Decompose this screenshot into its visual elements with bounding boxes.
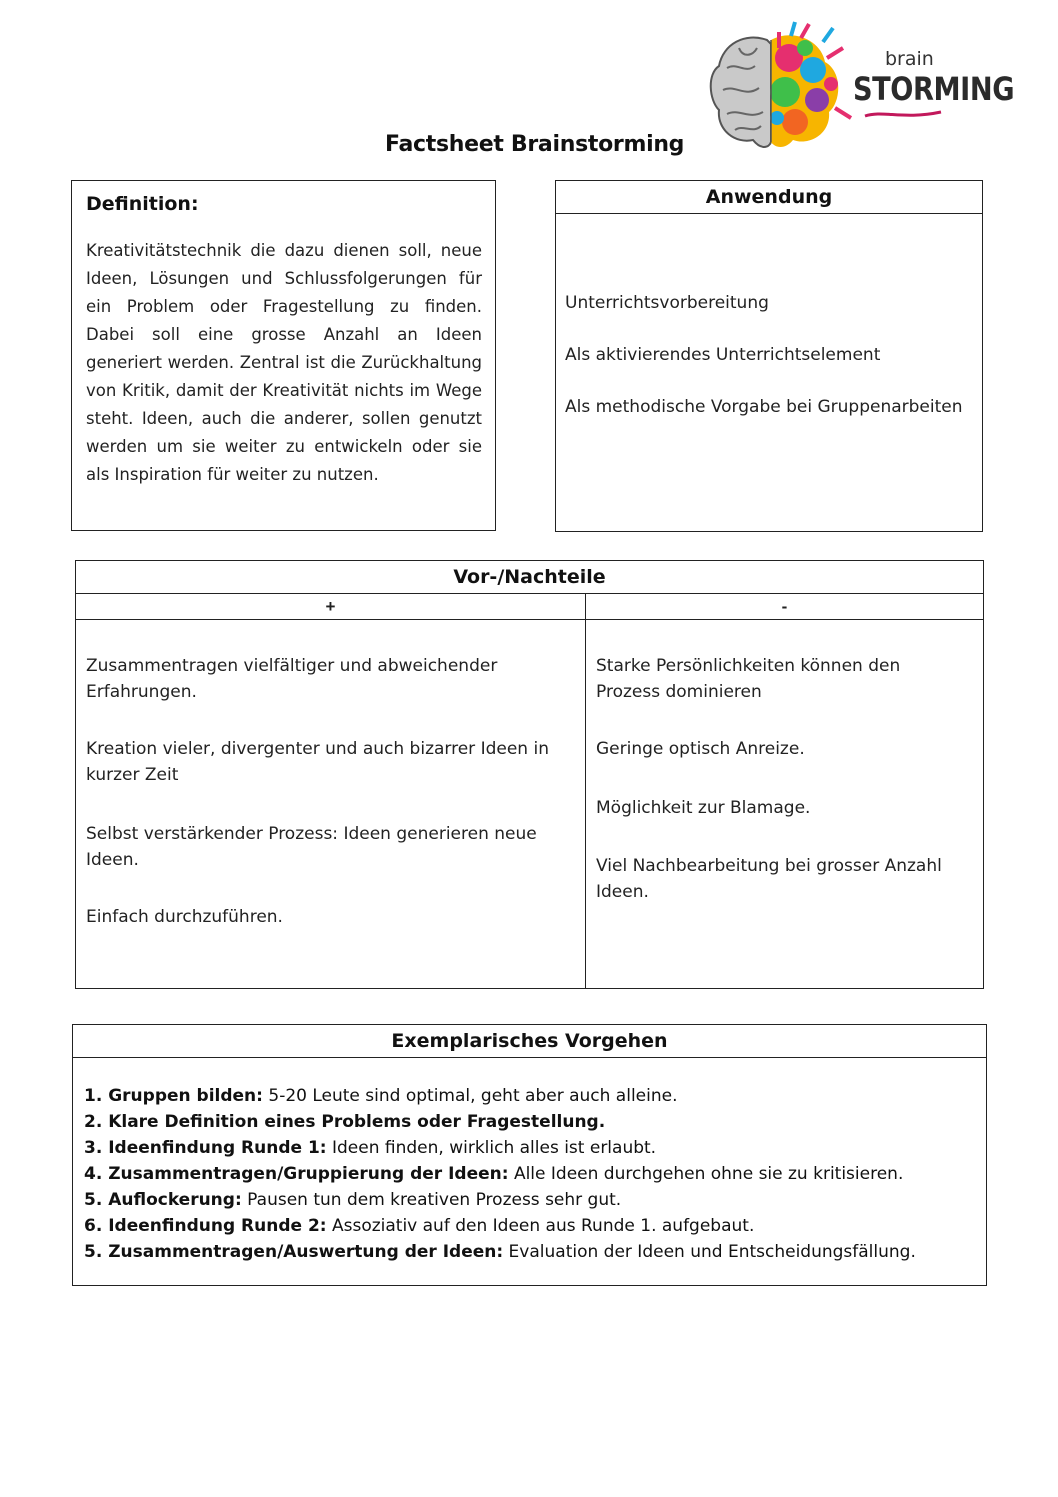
con-item: Viel Nachbearbeitung bei grosser Anzahl Ideen. (596, 856, 942, 902)
step-label: 5. Auflockerung: (84, 1190, 242, 1210)
page-title: Factsheet Brainstorming (385, 132, 685, 157)
vor-nachteile-table (75, 560, 984, 989)
pros-column-header: + (76, 594, 586, 620)
logo-word-storming: STORMING (853, 70, 1015, 108)
anwendung-item: Unterrichtsvorbereitung (565, 293, 769, 313)
vorgehen-step (84, 1187, 974, 1213)
pro-item: Zusammentragen vielfältiger und abweichender Erfahrungen. (86, 656, 498, 702)
vorgehen-step (84, 1239, 974, 1265)
definition-text: Kreativitätstechnik die dazu dienen soll, neue Ideen, Lösungen und Schlussfolgerungen für ein Problem oder Fragestellung zu finden. Dabei soll eine grosse Anzahl an Ideen generiert werden. Zentral ist die Zurückhaltung von Kritik, damit der Kreativität nichts im Wege steht. Ideen, auch die anderer, sollen genutzt werden um sie weiter zu entwickeln oder sie als Inspiration für weiter zu nutzen. (86, 241, 482, 484)
pro-item: Einfach durchzuführen. (86, 907, 283, 927)
anwendung-box (555, 180, 983, 532)
step-label: 1. Gruppen bilden: (84, 1086, 263, 1106)
step-label: 6. Ideenfindung Runde 2: (84, 1216, 327, 1236)
step-label: 5. Zusammentragen/Auswertung der Ideen: (84, 1242, 504, 1262)
con-item: Starke Persönlichkeiten können den Prozess dominieren (596, 656, 901, 702)
step-text: Pausen tun dem kreativen Prozess sehr gut. (241, 1190, 622, 1210)
anwendung-item: Als aktivierendes Unterrichtselement (565, 345, 881, 365)
step-label: 3. Ideenfindung Runde 1: (84, 1138, 327, 1158)
pro-item: Selbst verstärkender Prozess: Ideen generieren neue Ideen. (86, 824, 537, 870)
logo-swoosh-icon (863, 108, 943, 122)
cons-column-header: - (586, 594, 983, 620)
column-divider (585, 619, 586, 988)
con-item: Möglichkeit zur Blamage. (596, 798, 811, 818)
anwendung-item: Als methodische Vorgabe bei Gruppenarbeiten (565, 397, 963, 417)
vorgehen-steps (84, 1083, 974, 1265)
step-text: Alle Ideen durchgehen ohne sie zu kritisieren. (508, 1164, 904, 1184)
step-label: 4. Zusammentragen/Gruppierung der Ideen: (84, 1164, 509, 1184)
step-text: Assoziativ auf den Ideen aus Runde 1. aufgebaut. (326, 1216, 755, 1236)
vorgehen-box (72, 1024, 987, 1286)
vorgehen-step (84, 1135, 974, 1161)
step-text: 5-20 Leute sind optimal, geht aber auch alleine. (262, 1086, 678, 1106)
vorgehen-heading: Exemplarisches Vorgehen (73, 1025, 986, 1058)
definition-heading: Definition: (86, 193, 199, 215)
brainstorming-logo (705, 18, 1015, 163)
vorgehen-step (84, 1083, 974, 1109)
step-text: Evaluation der Ideen und Entscheidungsfällung. (503, 1242, 916, 1262)
anwendung-heading: Anwendung (556, 181, 982, 214)
vorgehen-step (84, 1109, 974, 1135)
pro-item: Kreation vieler, divergenter und auch bizarrer Ideen in kurzer Zeit (86, 739, 549, 785)
vorgehen-step (84, 1213, 974, 1239)
vorgehen-step (84, 1161, 974, 1187)
step-text: Ideen finden, wirklich alles ist erlaubt. (326, 1138, 657, 1158)
definition-box (71, 180, 496, 531)
logo-word-brain: brain (885, 48, 934, 70)
brain-icon (705, 18, 855, 163)
con-item: Geringe optisch Anreize. (596, 739, 805, 759)
step-label: 2. Klare Definition eines Problems oder Fragestellung. (84, 1112, 606, 1132)
vor-nachteile-heading: Vor-/Nachteile (76, 561, 983, 594)
